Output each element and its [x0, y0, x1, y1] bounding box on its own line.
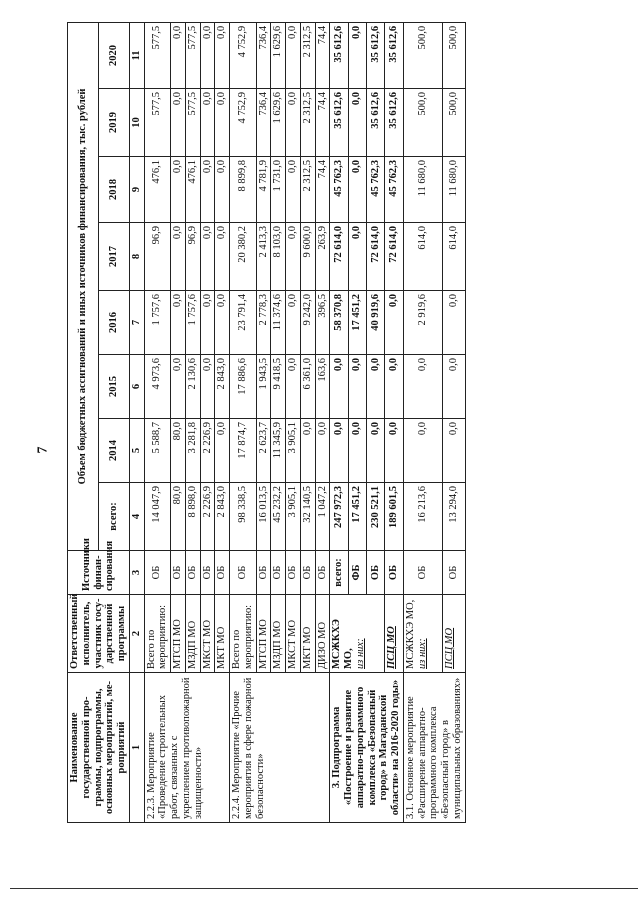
executor-cell: МКТ МО: [300, 595, 315, 673]
executor-sub: из них:: [354, 638, 366, 669]
header-year: 2016: [98, 291, 129, 355]
table-row: [330, 22, 348, 822]
value-cell: 45 762,3: [385, 157, 403, 223]
value-cell: 1 757,6: [144, 291, 171, 355]
value-cell: 0,0: [200, 89, 215, 157]
executor-cell: Всего по мероприятию:: [144, 595, 171, 673]
value-cell: 163,6: [315, 355, 330, 419]
source-cell: ОБ: [185, 551, 200, 595]
value-cell: 2 312,5: [300, 89, 315, 157]
source-cell: ОБ: [385, 551, 403, 595]
value-cell: 0,0: [348, 157, 366, 223]
source-cell: ФБ: [348, 551, 366, 595]
source-cell: ОБ: [256, 551, 271, 595]
value-cell: 45 232,2: [271, 483, 286, 551]
value-cell: 0,0: [200, 291, 215, 355]
value-cell: 0,0: [443, 355, 465, 419]
value-cell: 5 588,7: [144, 419, 171, 483]
value-cell: 58 370,8: [330, 291, 348, 355]
column-index: 5: [129, 419, 144, 483]
value-cell: 11 374,6: [271, 291, 286, 355]
column-index: 2: [129, 595, 144, 673]
value-cell: 0,0: [286, 355, 301, 419]
source-cell: ОБ: [271, 551, 286, 595]
page-number: 7: [35, 446, 51, 454]
row-name-cell: 3.1. Основное мероприятие «Расширение аппаратно-программного комплекса «Безопасный город» в муниципальных образованиях»: [403, 673, 465, 823]
value-cell: 8 898,0: [185, 483, 200, 551]
value-cell: 2 843,0: [215, 483, 230, 551]
value-cell: 72 614,0: [385, 223, 403, 291]
value-cell: 0,0: [367, 355, 385, 419]
value-cell: 1 629,6: [271, 22, 286, 88]
header-year: 2019: [98, 89, 129, 157]
value-cell: 0,0: [330, 419, 348, 483]
value-cell: 577,5: [144, 22, 171, 88]
value-cell: 17 874,7: [230, 419, 257, 483]
header-name: Наименование государственной про-граммы, подпрограммы, основных мероприятий, ме-роприятий: [68, 673, 130, 823]
column-index: 11: [129, 22, 144, 88]
table-row: [144, 22, 171, 822]
value-cell: 2 919,6: [403, 291, 443, 355]
value-cell: 247 972,3: [330, 483, 348, 551]
column-index: 7: [129, 291, 144, 355]
executor-cell: Всего по мероприятию:: [230, 595, 257, 673]
value-cell: 72 614,0: [330, 223, 348, 291]
value-cell: 0,0: [348, 22, 366, 88]
value-cell: 0,0: [348, 355, 366, 419]
value-cell: 500,0: [403, 22, 443, 88]
value-cell: 263,9: [315, 223, 330, 291]
value-cell: 577,5: [144, 89, 171, 157]
value-cell: 17 886,6: [230, 355, 257, 419]
header-executor: Ответственный исполнитель, участник госу-дарственной программы: [68, 595, 130, 673]
value-cell: 9 418,5: [271, 355, 286, 419]
source-cell: ОБ: [286, 551, 301, 595]
value-cell: 16 013,5: [256, 483, 271, 551]
value-cell: 0,0: [348, 223, 366, 291]
table-row: [403, 22, 443, 822]
source-cell: ОБ: [230, 551, 257, 595]
executor-cell: МКСТ МО: [200, 595, 215, 673]
executor-cell: МТСП МО: [256, 595, 271, 673]
source-cell: ОБ: [443, 551, 465, 595]
value-cell: 0,0: [171, 223, 186, 291]
value-cell: 0,0: [171, 157, 186, 223]
source-cell: ОБ: [300, 551, 315, 595]
header-source: Источники финан-сирования: [68, 551, 130, 595]
value-cell: 6 361,0: [300, 355, 315, 419]
value-cell: 0,0: [200, 157, 215, 223]
row-name-cell: 2.2.4. Мероприятие «Прочие мероприятия в сфере пожарной безопасности»: [230, 673, 330, 823]
value-cell: 8 899,8: [230, 157, 257, 223]
source-cell: ОБ: [171, 551, 186, 595]
executor-cell: МКТ МО: [215, 595, 230, 673]
value-cell: 4 973,6: [144, 355, 171, 419]
header-year: 2015: [98, 355, 129, 419]
value-cell: 500,0: [443, 22, 465, 88]
value-cell: 0,0: [215, 157, 230, 223]
header-year: 2014: [98, 419, 129, 483]
value-cell: 0,0: [171, 89, 186, 157]
value-cell: 0,0: [385, 355, 403, 419]
table-body: [144, 22, 465, 822]
value-cell: 14 047,9: [144, 483, 171, 551]
value-cell: 0,0: [286, 22, 301, 88]
source-cell: ОБ: [367, 551, 385, 595]
value-cell: 2 623,7: [256, 419, 271, 483]
value-cell: 1 731,0: [271, 157, 286, 223]
value-cell: 2 778,3: [256, 291, 271, 355]
value-cell: 20 380,2: [230, 223, 257, 291]
source-cell: всего:: [330, 551, 348, 595]
column-index: 8: [129, 223, 144, 291]
value-cell: 2 312,5: [300, 157, 315, 223]
value-cell: 0,0: [443, 419, 465, 483]
header-year: 2018: [98, 157, 129, 223]
value-cell: 0,0: [215, 291, 230, 355]
value-cell: 72 614,0: [367, 223, 385, 291]
value-cell: 35 612,6: [367, 89, 385, 157]
row-name-cell: 3. Подпрограмма «Построение и развитие аппаратно-программного комплекса «Безопасный город» в Магаданской области» на 2016-2020 годы»: [330, 673, 404, 823]
value-cell: 0,0: [171, 291, 186, 355]
value-cell: 614,0: [403, 223, 443, 291]
value-cell: 0,0: [215, 419, 230, 483]
value-cell: 0,0: [348, 89, 366, 157]
value-cell: 96,9: [185, 223, 200, 291]
executor-cell: [403, 595, 443, 673]
source-cell: ОБ: [403, 551, 443, 595]
value-cell: 2 843,0: [215, 355, 230, 419]
value-cell: 736,4: [256, 22, 271, 88]
value-cell: 0,0: [443, 291, 465, 355]
executor-cell: МКСТ МО: [286, 595, 301, 673]
value-cell: 45 762,3: [367, 157, 385, 223]
value-cell: 3 281,8: [185, 419, 200, 483]
header-year: 2020: [98, 22, 129, 88]
source-cell: ОБ: [144, 551, 171, 595]
value-cell: 4 781,9: [256, 157, 271, 223]
column-index: 9: [129, 157, 144, 223]
value-cell: 0,0: [403, 355, 443, 419]
value-cell: 8 103,0: [271, 223, 286, 291]
value-cell: 35 612,6: [385, 22, 403, 88]
value-cell: 0,0: [403, 419, 443, 483]
value-cell: 0,0: [200, 22, 215, 88]
value-cell: 614,0: [443, 223, 465, 291]
value-cell: 16 213,6: [403, 483, 443, 551]
value-cell: 0,0: [215, 89, 230, 157]
value-cell: 0,0: [286, 157, 301, 223]
executor-cell: ДИЗО МО: [315, 595, 330, 673]
value-cell: 500,0: [443, 89, 465, 157]
value-cell: 13 294,0: [443, 483, 465, 551]
source-cell: ОБ: [315, 551, 330, 595]
value-cell: 500,0: [403, 89, 443, 157]
rotated-table-sheet: [67, 23, 637, 823]
value-cell: 45 762,3: [330, 157, 348, 223]
value-cell: 0,0: [348, 419, 366, 483]
value-cell: 0,0: [286, 291, 301, 355]
value-cell: 4 752,9: [230, 22, 257, 88]
value-cell: 3 905,1: [286, 483, 301, 551]
value-cell: 96,9: [144, 223, 171, 291]
value-cell: 3 905,1: [286, 419, 301, 483]
column-index: 6: [129, 355, 144, 419]
executor-cell: МЗДП МО: [185, 595, 200, 673]
source-cell: ОБ: [200, 551, 215, 595]
value-cell: 98 338,5: [230, 483, 257, 551]
value-cell: 4 752,9: [230, 89, 257, 157]
value-cell: 736,4: [256, 89, 271, 157]
value-cell: 11 680,0: [403, 157, 443, 223]
value-cell: 1 757,6: [185, 291, 200, 355]
value-cell: 0,0: [286, 223, 301, 291]
value-cell: 396,5: [315, 291, 330, 355]
executor-cell: МТСП МО: [171, 595, 186, 673]
value-cell: 0,0: [385, 419, 403, 483]
value-cell: 2 413,3: [256, 223, 271, 291]
value-cell: 40 919,6: [367, 291, 385, 355]
value-cell: 0,0: [215, 223, 230, 291]
value-cell: 1 047,2: [315, 483, 330, 551]
value-cell: 2 130,6: [185, 355, 200, 419]
value-cell: 0,0: [315, 419, 330, 483]
value-cell: 0,0: [300, 419, 315, 483]
value-cell: 577,5: [185, 89, 200, 157]
value-cell: 74,4: [315, 89, 330, 157]
value-cell: 476,1: [144, 157, 171, 223]
executor-cell: [330, 595, 385, 673]
row-name-cell: 2.2.3. Мероприятие «Проведение строительных работ, связанных с укреплением противопожарной защищенности»: [144, 673, 230, 823]
value-cell: 32 140,5: [300, 483, 315, 551]
column-index: 3: [129, 551, 144, 595]
value-cell: 0,0: [330, 355, 348, 419]
value-cell: 35 612,6: [367, 22, 385, 88]
header-total: всего:: [98, 483, 129, 551]
value-cell: 9 242,0: [300, 291, 315, 355]
value-cell: 0,0: [200, 223, 215, 291]
value-cell: 0,0: [215, 22, 230, 88]
value-cell: 1 943,5: [256, 355, 271, 419]
executor-sub: из них:: [416, 638, 428, 669]
value-cell: 2 226,9: [200, 483, 215, 551]
value-cell: 476,1: [185, 157, 200, 223]
value-cell: 2 226,9: [200, 419, 215, 483]
value-cell: 11 680,0: [443, 157, 465, 223]
value-cell: 74,4: [315, 22, 330, 88]
header-year: 2017: [98, 223, 129, 291]
value-cell: 2 312,5: [300, 22, 315, 88]
value-cell: 0,0: [171, 22, 186, 88]
value-cell: 35 612,6: [330, 22, 348, 88]
value-cell: 0,0: [171, 355, 186, 419]
executor-psc-cell: ПСЦ МО: [385, 595, 403, 673]
column-index: 4: [129, 483, 144, 551]
column-index: 1: [129, 673, 144, 823]
value-cell: 0,0: [367, 419, 385, 483]
page-bottom-rule: [10, 888, 638, 889]
value-cell: 80,0: [171, 483, 186, 551]
column-index: 10: [129, 89, 144, 157]
executor-main: МСЖКХЭ МО,: [404, 599, 416, 669]
value-cell: 577,5: [185, 22, 200, 88]
value-cell: 80,0: [171, 419, 186, 483]
header-volume: Объем бюджетных ассигнований и иных источников финансирования, тыс. рублей: [68, 22, 99, 550]
value-cell: 0,0: [385, 291, 403, 355]
value-cell: 35 612,6: [385, 89, 403, 157]
value-cell: 0,0: [200, 355, 215, 419]
source-cell: ОБ: [215, 551, 230, 595]
value-cell: 17 451,2: [348, 291, 366, 355]
value-cell: 35 612,6: [330, 89, 348, 157]
value-cell: 0,0: [286, 89, 301, 157]
value-cell: 17 451,2: [348, 483, 366, 551]
value-cell: 9 600,0: [300, 223, 315, 291]
financing-table: [67, 22, 466, 823]
value-cell: 1 629,6: [271, 89, 286, 157]
value-cell: 189 601,5: [385, 483, 403, 551]
value-cell: 74,4: [315, 157, 330, 223]
value-cell: 11 345,9: [271, 419, 286, 483]
value-cell: 230 521,1: [367, 483, 385, 551]
executor-cell: МЗДП МО: [271, 595, 286, 673]
executor-main: МСЖКХЭ МО,: [331, 618, 354, 669]
table-row: [230, 22, 257, 822]
value-cell: 23 791,4: [230, 291, 257, 355]
executor-psc-cell: ПСЦ МО: [443, 595, 465, 673]
